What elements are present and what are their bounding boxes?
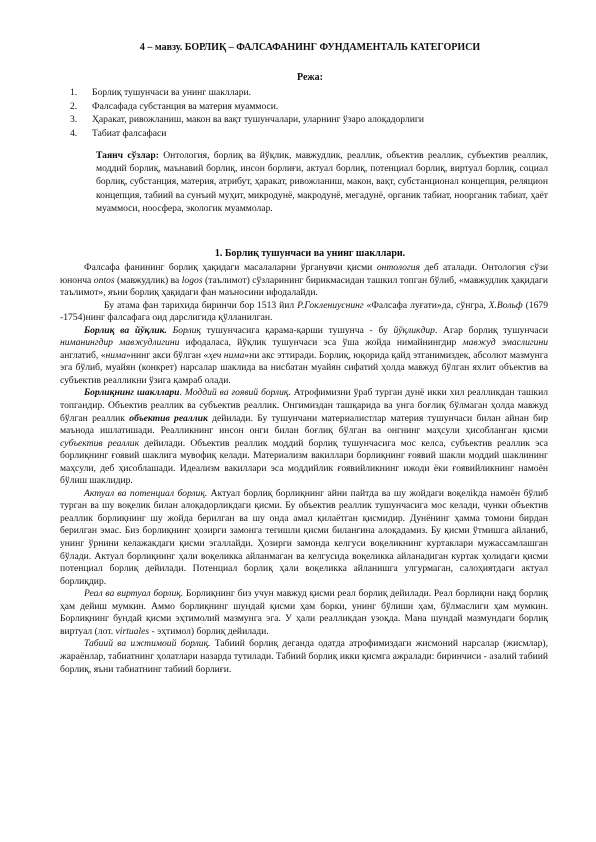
term: ҳеч нима xyxy=(208,349,245,361)
name-wolff: Х.Вольф xyxy=(488,299,523,311)
text-run: (1679 -1754)нинг фалсафага оид дарслигида қўлланилган. xyxy=(60,299,548,324)
paragraph-ontology xyxy=(60,262,548,300)
keywords-block xyxy=(96,149,548,215)
subheading-real-virtual: Реал ва виртуал борлиқ. xyxy=(84,588,184,600)
term-logos: logos xyxy=(181,274,203,286)
paragraph-term-history xyxy=(60,300,548,325)
page-title: 4 – мавзу. БОРЛИҚ – ФАЛСАФАНИНГ ФУНДАМЕНТАЛЬ КАТЕГОРИСИ xyxy=(139,42,481,53)
text-run: Бу атама фан тарихида биринчи бор 1513 йил xyxy=(104,299,298,311)
text-run: . Агар борлиқ тушунчаси xyxy=(434,324,548,336)
paragraph-being-nonbeing xyxy=(60,325,548,388)
term: субъектив реаллик xyxy=(60,437,140,449)
text-run: »нинг акси бўлган « xyxy=(126,349,209,361)
text-run: (таълимот) сўзларининг бирикмасидан ташкил топган бўлиб, «мавжудлик ҳақидаги таълимот», яъни борлиқ ҳақидаги фан маъносини ифодалайди. xyxy=(60,274,548,299)
term-ontos: ontos xyxy=(93,274,115,286)
term: Борлиқ xyxy=(166,324,201,336)
subheading-being-nonbeing: Борлиқ ва йўқлик. xyxy=(84,324,167,336)
term-ontology: онтология xyxy=(376,262,420,273)
paragraph-forms-of-being xyxy=(60,387,548,487)
term: объектив реаллик xyxy=(129,412,208,424)
text-run: Фалсафа фанининг борлиқ ҳақидаги масалаларни ўрганувчи қисми xyxy=(84,262,377,273)
term: мавжуд эмаслигини xyxy=(462,337,549,349)
term: ниманингдир мавжудлигини xyxy=(60,337,180,349)
paragraph-natural-social xyxy=(60,638,548,676)
name-goclenius: Р.Гоклениуснинг xyxy=(297,299,364,311)
subheading-forms: Борлиқнинг шакллари xyxy=(84,387,180,399)
text-run: деб аталади. Онтология сўзи юнонча xyxy=(60,262,548,286)
text-run: . xyxy=(179,387,185,399)
plan-item xyxy=(70,128,550,142)
text-run: англатиб, « xyxy=(60,349,106,361)
plan-item xyxy=(70,87,550,101)
keywords-label: Таянч сўзлар: xyxy=(96,150,159,161)
plan-item xyxy=(70,101,550,115)
plan-item-text: Борлиқ тушунчаси ва унинг шакллари. xyxy=(92,87,252,98)
plan-item-text: Табиат фалсафаси xyxy=(92,127,167,139)
text-run: - эҳтимол) борлиқ дейилади. xyxy=(149,625,269,637)
plan-item-number: 3. xyxy=(70,114,78,126)
plan-list xyxy=(70,87,550,141)
plan-item-text: Фалсафада субстанция ва материя муаммоси. xyxy=(92,100,279,112)
subheading-natural-social: Табиий ва ижтимоий борлиқ. xyxy=(84,638,211,650)
text-run: Актуал борлиқ борлиқнинг айни пайтда ва шу жойдаги воқелikда намоён бўлиб турган ва шу воқелик билан алоқадорликдаги қисми. Бу объектив реаллик тушунчасига мос келади, чунки объектив реаллик борлиқнинг шу жойда берилган ва шу онда амал қилаётган қисмидир. Дунёнинг ҳамма томони бирдан берилган эмас. Биз борлиқнинг ҳозирги замонга тегишли қисми билангина алоқадамиз. Бу қисми ўтмишга айланиб, унинг ўрнини келажакдаги қисми эгаллайди. Ҳозирги замонда келгуси воқеликнинг куртаклари мужассамлашган бўлади. Актуал борлиқнинг ҳали воқеликка айланмаган ва келгусида воқеликка айланадиган куртак ҳолидаги қисми потенциал борлиқ дейилади. Потенциал борлиқ ҳали воқеликка айланишга улгурмаган, салоҳиятдаги актуал борлиқдир. xyxy=(60,487,548,587)
text-run: дейилади. Объектив реаллик моддий борлиқ тушунчасига мос келса, субъектив реаллик эса борлиқнинг ғоявий шаклига мувофиқ келади. Материализм вакиллари борлиқнинг ғоявий шакли моддий шаклининг маҳсули, деб ҳисоблашади. Идеализм вакиллари эса моддийлик ғоявийликнинг ижоди ёки ғоявийликнинг намоён бўлиш шаклидир. xyxy=(60,437,548,487)
plan-item-text: Ҳаракат, ривожланиш, макон ва вақт тушунчалари, уларнинг ўзаро алоқадорлиги xyxy=(92,114,424,126)
term: нима xyxy=(105,349,127,361)
keywords-text: Онтология, борлиқ ва йўқлик, мавжудлик, реаллик, объектив реаллик, субъектив реаллик, моддий борлиқ, маънавий борлиқ, инсон борлиғи, актуал борлиқ, потенциал борлиқ, виртуал борлиқ, социал борлиқ, субстанция, материя, атрибут, ҳаракат, ривожланиш, макон, вақт, субстанционал концепция, реляцион концепция, табиий ва сунъий муҳит, микродунё, макродунё, мегадунё, органик табиат, ноорганик табиат, ҳаёт муаммоси, ноосфера, экологик муаммолар. xyxy=(96,150,548,214)
term: йўқликдир xyxy=(393,324,435,336)
plan-item-number: 4. xyxy=(70,127,78,139)
subheading-material-ideal: Моддий ва ғоявий борлиқ. xyxy=(184,387,291,399)
text-run: Борлиқнинг биз учун мавжуд қисми реал борлиқ дейилади. Реал борлиқни нақд борлиқ ҳам дейиш мумкин. Аммо борлиқнинг шундай қисми ҳам борки, унинг бўлиши ҳам, бўлмаслиги ҳам мумкин. Борлиқнинг бундай қисми эҳтимолий мазмунга эга. У ҳали реалликдан узоқда. Мана шундай мазмундаги борлиқ виртуал (лот. xyxy=(60,588,548,637)
paragraph-actual-potential xyxy=(60,488,548,588)
text-run: тушунчасига қарама-қарши тушунча - бу xyxy=(200,324,394,336)
plan-item-number: 1. xyxy=(70,87,78,98)
paragraph-real-virtual xyxy=(60,588,548,638)
plan-item xyxy=(70,114,550,128)
section-body xyxy=(60,262,548,676)
text-run: »ни акс эттиради. Борлиқ, юқорида қайд этганимиздек, абсолют мазмунга эга бўлиб, муайян (конкрет) нарсалар шаклида ва нисбатан муайян сифатий ҳолда мавжуд бўлган яхлит объектив ва субъектив реалликни ўзига қамраб олади. xyxy=(60,349,548,386)
section-heading: 1. Борлиқ тушунчаси ва унинг шакллари. xyxy=(214,248,406,259)
text-run: ифодаласа, йўқлик тушунчаси эса ўша жойда нимайнингдир xyxy=(179,337,463,349)
text-run: Атрофимизни ўраб турган дунё икки хил реалликдан ташкил топгандир. Объектив реаллик ва субъектив реаллик. Онгимиздан ташқарида ва унга боғлиқ бўлмаган ҳолда мавжуд бўлган реаллик xyxy=(60,387,548,424)
text-run: Табиий борлиқ деганда одатда атрофимиздаги жисмоний нарсалар (жисмлар), жараёнлар, табиатнинг ҳолатлари назарда тутилади. Табиий борлиқ икки қисмга ажралади: биринчиси - азалий табиий борлиқ, яъни табиатнинг табиий борлиғи. xyxy=(60,638,548,675)
plan-item-number: 2. xyxy=(70,100,78,112)
text-run: дейилади. Бу тушунчани материалистлар материя тушунчаси билан айнан бир маънода ишлатишади. Реалликнинг инсон онги билан боғлиқ бўлган ва онгнинг маҳсули ҳисобланган қисми xyxy=(60,412,548,437)
term-virtuales: virtuales xyxy=(115,625,150,637)
text-run: (мавжудлик) ва xyxy=(114,274,182,286)
plan-heading: Режа: xyxy=(297,72,323,83)
text-run: «Фалсафа луғати»да, сўнгра, xyxy=(363,299,489,311)
subheading-actual-potential: Актуал ва потенциал борлиқ. xyxy=(84,487,208,499)
